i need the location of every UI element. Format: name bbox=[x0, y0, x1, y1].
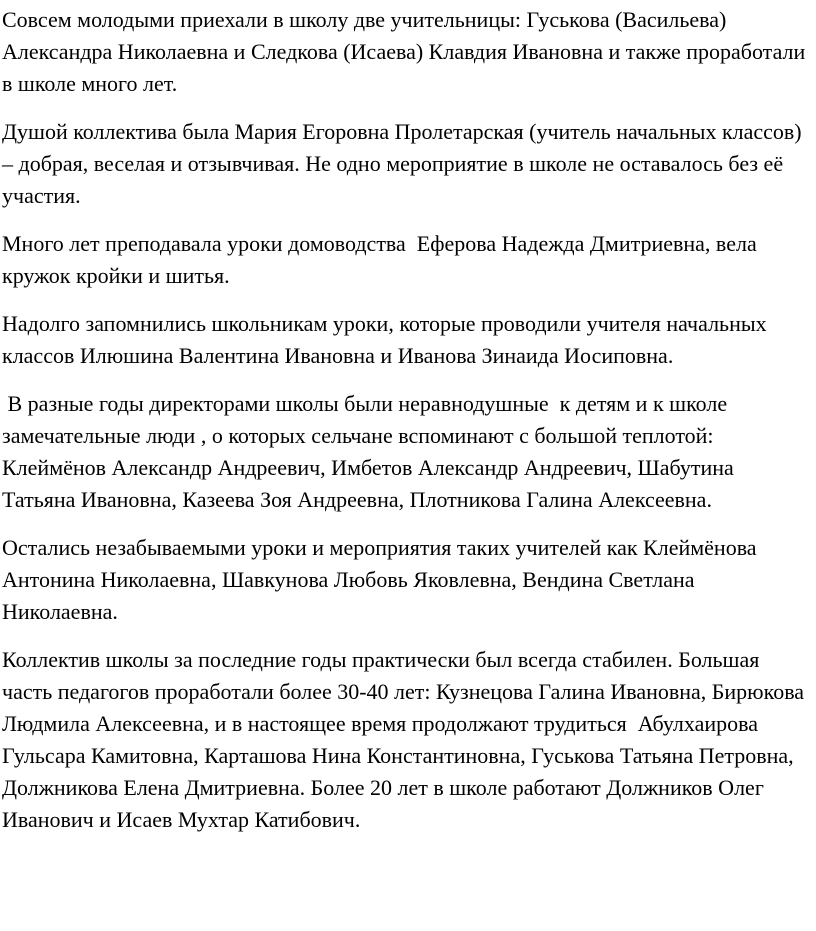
paragraph-memorable-teachers: Остались незабываемыми уроки и мероприятия таких учителей как Клеймёнова Антонина Николаевна, Шавкунова Любовь Яковлевна, Вендина Светлана Николаевна. bbox=[2, 535, 763, 624]
paragraph-arrival-teachers: Совсем молодыми приехали в школу две учительницы: Гуськова (Васильева) Александра Николаевна и Следкова (Исаева) Клавдия Ивановна и также проработали в школе много лет. bbox=[2, 7, 811, 96]
paragraph-home-economics: Много лет преподавала уроки домоводства Еферова Надежда Дмитриевна, вела кружок кройки и шитья. bbox=[2, 231, 763, 288]
paragraph-primary-teachers: Надолго запомнились школьникам уроки, которые проводили учителя начальных классов Илюшина Валентина Ивановна и Иванова Зинаида Иосиповна. bbox=[2, 311, 773, 368]
paragraph-soul-of-collective: Душой коллектива была Мария Егоровна Пролетарская (учитель начальных классов) – добрая, веселая и отзывчивая. Не одно мероприятие в школе не оставалось без её участия. bbox=[2, 119, 808, 208]
paragraph-school-directors: В разные годы директорами школы были неравнодушные к детям и к школе замечательные люди , о которых сельчане вспоминают с большой теплотой: Клеймёнов Александр Андреевич, Имбетов Александр Андреевич, Шабутина Татьяна Ивановна, Казеева Зоя Андреевна, Плотникова Галина Алексеевна. bbox=[2, 391, 740, 512]
paragraph-stable-collective: Коллектив школы за последние годы практически был всегда стабилен. Большая часть педагогов проработали более 30-40 лет: Кузнецова Галина Ивановна, Бирюкова Людмила Алексеевна, и в настоящее время продолжают трудиться Абулхаирова Гульсара Камитовна, Карташова Нина Константиновна, Гуськова Татьяна Петровна, Должникова Елена Дмитриевна. Более 20 лет в школе работают Должников Олег Иванович и Исаев Мухтар Катибович. bbox=[2, 647, 810, 832]
